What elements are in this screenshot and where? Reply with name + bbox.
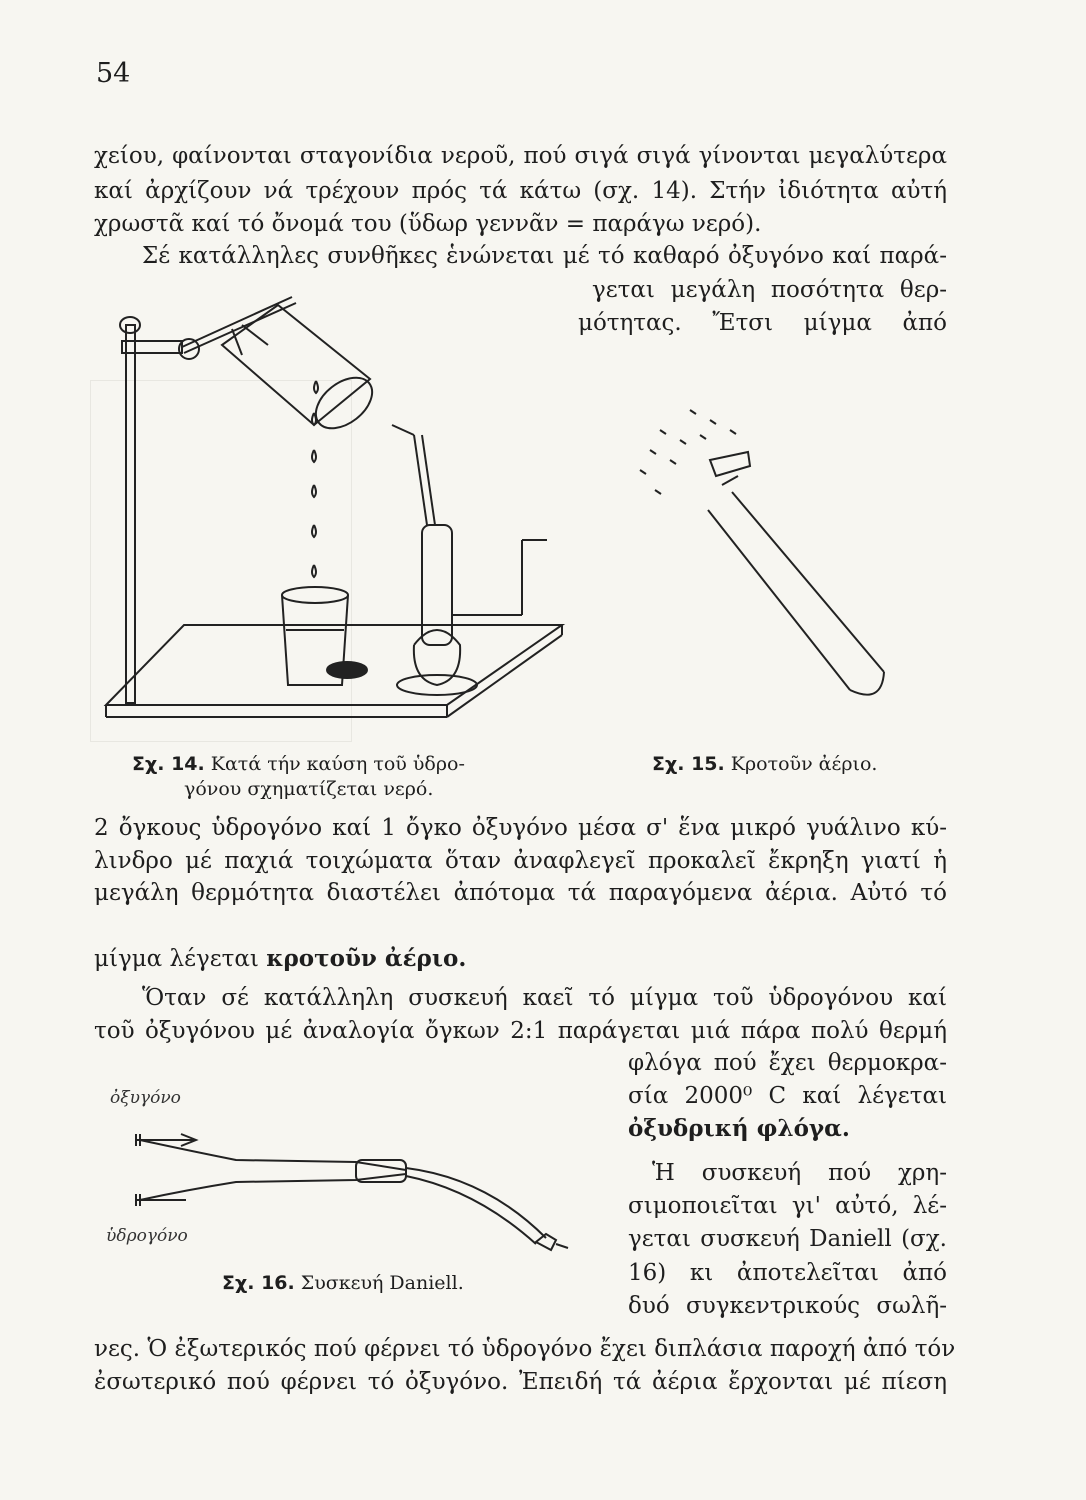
term-oxydriki-floga: ὀξυδρική φλόγα.: [628, 1115, 850, 1142]
figure-14-caption-line1: Κατά τήν καύση τοῦ ὑδρο-: [210, 753, 465, 775]
text-line: 16) κι ἀποτελεῖται ἀπό: [628, 1260, 947, 1286]
figure-14-caption: [132, 752, 465, 776]
text-line: φλόγα πού ἔχει θερμοκρα-: [628, 1050, 947, 1076]
label-oxygen: ὀξυγόνο: [110, 1088, 181, 1108]
text-line: Ἡ συσκευή πού χρη-: [652, 1160, 947, 1186]
page-number: 54: [96, 58, 131, 89]
text-line: γεται μεγάλη ποσότητα θερ-: [592, 277, 947, 303]
figure-16-daniell-apparatus: [126, 1120, 586, 1260]
text-line: καί ἀρχίζουν νά τρέχουν πρός τά κάτω (σχ. 14). Στήν ἰδιότητα αὐτή: [94, 178, 947, 204]
test-tube: [708, 510, 850, 690]
figure-15-explosive-gas-tube: [620, 390, 920, 710]
text-line: χείου, φαίνονται σταγονίδια νεροῦ, πού σιγά σιγά γίνονται μεγαλύτερα: [94, 143, 947, 169]
text-line: νες. Ὁ ἐξωτερικός πού φέρνει τό ὑδρογόνο ἔχει διπλάσια παροχή ἀπό τόν: [94, 1336, 956, 1362]
outer-tube: [140, 1140, 406, 1170]
label-hydrogen: ὑδρογόνο: [106, 1226, 188, 1246]
text-line: λινδρο μέ παχιά τοιχώματα ὅταν ἀναφλεγεῖ προκαλεῖ ἔκρηξη γιατί ἡ: [94, 848, 947, 874]
text-line: μεγάλη θερμότητα διαστέλει ἀπότομα τά παραγόμενα ἀέρια. Αὐτό τό: [94, 880, 947, 906]
nozzle: [536, 1234, 556, 1250]
figure-14-caption-line2: γόνου σχηματίζεται νερό.: [184, 778, 434, 800]
figure-15-caption: [652, 752, 877, 776]
term-krotoun-aerio: κροτοῦν ἀέριο.: [266, 945, 467, 972]
inverted-beaker: [222, 305, 370, 425]
figure-14-hydrogen-burning: [92, 285, 572, 725]
text-line: δυό συγκεντρικούς σωλῆ-: [628, 1293, 947, 1319]
figure-16-caption-text: Συσκευή Daniell.: [300, 1272, 464, 1294]
text-line: Ὅταν σέ κατάλληλη συσκευή καεῖ τό μίγμα τοῦ ὑδρογόνου καί: [142, 985, 947, 1011]
figure-14-number: Σχ. 14.: [132, 753, 205, 775]
stand-rod: [126, 325, 135, 703]
figure-16-number: Σχ. 16.: [222, 1272, 295, 1294]
text-line: Σέ κατάλληλες συνθῆκες ἑνώνεται μέ τό καθαρό ὀξυγόνο καί παρά-: [142, 243, 947, 269]
burner-tube: [414, 435, 427, 525]
text-line: χρωστᾶ καί τό ὄνομά του (ὕδωρ γεννᾶν = παράγω νερό).: [94, 211, 762, 237]
text-line: σία 2000⁰ C καί λέγεται: [628, 1083, 947, 1109]
text-line: σιμοποιεῖται γι' αὐτό, λέ-: [628, 1193, 947, 1219]
text-line: 2 ὄγκους ὑδρογόνο καί 1 ὄγκο ὀξυγόνο μέσα σ' ἕνα μικρό γυάλινο κύ-: [94, 815, 947, 841]
spray-dots: [640, 410, 736, 494]
text-line: τοῦ ὀξυγόνου μέ ἀναλογία ὄγκων 2:1 παράγεται μιά πάρα πολύ θερμή: [94, 1018, 947, 1044]
text-line: [94, 944, 466, 974]
text-span: μίγμα λέγεται: [94, 946, 259, 972]
text-line: μότητας. Ἔτσι μίγμα ἀπό: [578, 310, 947, 336]
stopper: [710, 452, 750, 476]
text-line: ἐσωτερικό πού φέρνει τό ὀξυγόνο. Ἐπειδή τά ἀέρια ἔρχονται μέ πίεση: [94, 1369, 947, 1395]
text-line: γεται συσκευή Daniell (σχ.: [628, 1226, 947, 1252]
figure-15-number: Σχ. 15.: [652, 753, 725, 775]
figure-15-caption-text: Κροτοῦν ἀέριο.: [730, 753, 878, 775]
figure-16-caption: [222, 1271, 464, 1295]
